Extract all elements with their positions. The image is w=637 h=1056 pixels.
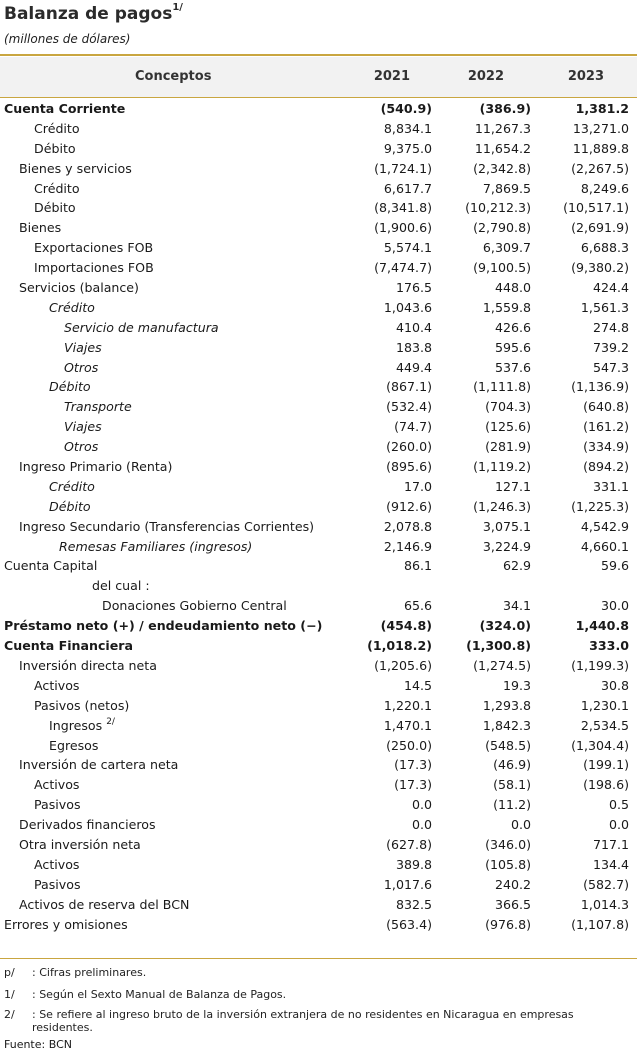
footnote-text: : Se refiere al ingreso bruto de la inversión extranjera de no residentes en Nicaragua en empresas residentes.	[32, 1008, 574, 1034]
row-label-text: Otros	[64, 439, 99, 455]
row-label	[34, 777, 79, 792]
row-label-text: Transporte	[64, 399, 132, 415]
value-cell-2022: (10,212.3)	[465, 200, 531, 216]
value-cell-2021: 0.0	[411, 817, 432, 833]
row-label	[19, 161, 132, 176]
row-label	[19, 817, 156, 832]
value-cell-2021: 14.5	[403, 677, 432, 693]
row-label-text: Ingresos	[49, 717, 103, 733]
value-cell-2023: 4,660.1	[580, 538, 629, 554]
row-label	[34, 698, 129, 713]
table-row	[0, 279, 637, 299]
value-cell-2021: (454.8)	[380, 618, 432, 634]
row-label-text: Débito	[34, 200, 76, 216]
value-cell-2022: 1,842.3	[482, 717, 531, 733]
value-cell-2023: 331.1	[592, 478, 629, 494]
row-label-text: Crédito	[34, 120, 80, 136]
value-cell-2023: (1,199.3)	[571, 657, 629, 673]
value-cell-2022: 3,224.9	[482, 538, 531, 554]
row-label	[4, 101, 125, 116]
row-label-text: Pasivos	[34, 797, 81, 813]
table-row	[0, 239, 637, 259]
row-label	[64, 439, 98, 454]
value-cell-2021: 449.4	[395, 359, 432, 375]
value-cell-2023: (161.2)	[583, 419, 629, 435]
table-row	[0, 259, 637, 279]
value-cell-2021: 1,043.6	[383, 299, 432, 315]
value-cell-2023: 739.2	[592, 339, 629, 355]
row-label	[34, 877, 81, 892]
value-cell-2023: 4,542.9	[580, 518, 629, 534]
row-label	[34, 200, 76, 215]
value-cell-2022: (105.8)	[485, 856, 531, 872]
value-cell-2023: (334.9)	[583, 439, 629, 455]
row-label	[49, 738, 98, 753]
row-label	[19, 220, 61, 235]
row-label	[4, 917, 128, 932]
value-cell-2021: 832.5	[395, 896, 432, 912]
value-cell-2023: 547.3	[592, 359, 629, 375]
row-label	[34, 857, 79, 872]
value-cell-2022: 426.6	[494, 319, 531, 335]
row-label-text: Crédito	[49, 478, 95, 494]
value-cell-2022: (976.8)	[485, 916, 531, 932]
value-cell-2023: 0.5	[608, 797, 629, 813]
row-label-text: Bienes	[19, 220, 62, 236]
value-cell-2022: 366.5	[494, 896, 531, 912]
table-row	[0, 518, 637, 538]
header-year-2022: 2022	[467, 69, 504, 84]
value-cell-2022: (346.0)	[485, 836, 531, 852]
value-cell-2021: (867.1)	[386, 379, 432, 395]
value-cell-2023: 1,561.3	[580, 299, 629, 315]
bottom-divider	[0, 958, 637, 959]
row-label	[64, 340, 102, 355]
value-cell-2022: 62.9	[502, 558, 531, 574]
table-row	[0, 657, 637, 677]
table-row	[0, 597, 637, 617]
row-label	[34, 121, 80, 136]
value-cell-2021: 8,834.1	[383, 120, 432, 136]
value-cell-2022: 1,559.8	[482, 299, 531, 315]
title-text: Balanza de pagos	[4, 4, 173, 24]
footnote	[4, 966, 624, 979]
value-cell-2021: 9,375.0	[383, 140, 432, 156]
value-cell-2021: 1,470.1	[383, 717, 432, 733]
value-cell-2023: 1,014.3	[580, 896, 629, 912]
row-label	[64, 320, 219, 335]
value-cell-2022: (1,246.3)	[473, 498, 531, 514]
footnote	[4, 1008, 624, 1034]
value-cell-2021: 0.0	[411, 797, 432, 813]
value-cell-2023: 424.4	[592, 280, 629, 296]
row-label	[49, 718, 115, 733]
table-row	[0, 120, 637, 140]
table-row	[0, 180, 637, 200]
table-row	[0, 398, 637, 418]
row-label	[19, 519, 314, 534]
table-row	[0, 339, 637, 359]
value-cell-2023: 1,440.8	[575, 618, 629, 634]
value-cell-2022: (58.1)	[493, 777, 531, 793]
row-label-text: Activos	[34, 777, 80, 793]
row-label-text: Donaciones Gobierno Central	[102, 598, 287, 614]
table-row	[0, 359, 637, 379]
table-row	[0, 140, 637, 160]
value-cell-2023: (1,304.4)	[571, 737, 629, 753]
row-label-text: Cuenta Capital	[4, 558, 98, 574]
value-cell-2022: (1,300.8)	[466, 638, 531, 654]
table-row	[0, 100, 637, 120]
table-header	[0, 57, 637, 97]
value-cell-2023: (640.8)	[583, 399, 629, 415]
footnote-key: p/	[4, 966, 15, 979]
table-row	[0, 319, 637, 339]
row-label	[34, 141, 76, 156]
row-label-text: Otra inversión neta	[19, 836, 141, 852]
row-label-text: Egresos	[49, 737, 99, 753]
row-label-text: Servicio de manufactura	[64, 319, 219, 335]
value-cell-2021: 17.0	[403, 478, 432, 494]
table-row	[0, 160, 637, 180]
value-cell-2022: (1,119.2)	[473, 459, 531, 475]
table-row	[0, 896, 637, 916]
value-cell-2023: (198.6)	[583, 777, 629, 793]
row-label-text: Crédito	[34, 180, 80, 196]
value-cell-2023: 333.0	[589, 638, 629, 654]
value-cell-2022: 448.0	[494, 280, 531, 296]
row-label-text: Exportaciones FOB	[34, 240, 154, 256]
table-row	[0, 299, 637, 319]
row-label-text: Activos	[34, 856, 80, 872]
row-label	[34, 240, 153, 255]
row-label	[34, 797, 81, 812]
value-cell-2021: 389.8	[395, 856, 432, 872]
footnote-text: : Cifras preliminares.	[32, 966, 147, 979]
value-cell-2022: 6,309.7	[482, 240, 531, 256]
row-label-text: Viajes	[64, 419, 102, 435]
value-cell-2021: 5,574.1	[383, 240, 432, 256]
value-cell-2023: 274.8	[592, 319, 629, 335]
row-label-text: Pasivos	[34, 876, 81, 892]
footnote-key: 2/	[4, 1008, 15, 1021]
value-cell-2022: 537.6	[494, 359, 531, 375]
value-cell-2022: (2,342.8)	[473, 160, 531, 176]
row-label-text: Cuenta Financiera	[4, 638, 133, 654]
table-row	[0, 498, 637, 518]
footnote-key: 1/	[4, 988, 15, 1001]
row-label	[19, 837, 141, 852]
table-row	[0, 538, 637, 558]
value-cell-2022: (1,111.8)	[473, 379, 531, 395]
page-title	[4, 4, 183, 24]
value-cell-2022: 240.2	[494, 876, 531, 892]
table-row	[0, 577, 637, 597]
row-label	[64, 419, 102, 434]
value-cell-2022: (2,790.8)	[473, 220, 531, 236]
value-cell-2022: (281.9)	[485, 439, 531, 455]
table-row	[0, 916, 637, 936]
row-label-text: Otros	[64, 359, 99, 375]
row-label-text: Importaciones FOB	[34, 260, 154, 276]
table-row	[0, 478, 637, 498]
value-cell-2023: (1,107.8)	[571, 916, 629, 932]
value-cell-2021: 2,078.8	[383, 518, 432, 534]
value-cell-2021: (1,724.1)	[374, 160, 432, 176]
table-body	[0, 100, 637, 935]
table-row	[0, 756, 637, 776]
value-cell-2023: 1,381.2	[575, 101, 629, 116]
row-label	[19, 897, 189, 912]
value-cell-2021: (540.9)	[380, 101, 432, 116]
row-label	[19, 658, 157, 673]
value-cell-2023: (10,517.1)	[563, 200, 629, 216]
row-label	[59, 539, 252, 554]
value-cell-2023: 11,889.8	[572, 140, 629, 156]
row-label-text: Cuenta Corriente	[4, 101, 126, 116]
table-row	[0, 737, 637, 757]
value-cell-2023: 1,230.1	[580, 697, 629, 713]
row-label-text: Remesas Familiares (ingresos)	[59, 538, 253, 554]
row-label-text: Activos	[34, 677, 80, 693]
value-cell-2021: (7,474.7)	[374, 260, 432, 276]
table-row	[0, 836, 637, 856]
row-label	[34, 181, 80, 196]
value-cell-2022: (11.2)	[493, 797, 531, 813]
value-cell-2023: (199.1)	[583, 757, 629, 773]
row-label-text: Ingreso Primario (Renta)	[19, 459, 173, 475]
row-label-text: Débito	[34, 140, 76, 156]
row-label-text: Préstamo neto (+) / endeudamiento neto (−)	[4, 618, 323, 634]
row-label-text: Inversión de cartera neta	[19, 757, 179, 773]
value-cell-2021: 176.5	[395, 280, 432, 296]
row-label	[34, 260, 154, 275]
value-cell-2023: 13,271.0	[572, 120, 629, 136]
value-cell-2021: (912.6)	[386, 498, 432, 514]
row-label	[49, 499, 91, 514]
table-row	[0, 438, 637, 458]
value-cell-2021: (563.4)	[386, 916, 432, 932]
value-cell-2021: (1,018.2)	[367, 638, 432, 654]
header-concepts: Conceptos	[135, 69, 212, 84]
footnote-text: : Según el Sexto Manual de Balanza de Pagos.	[32, 988, 287, 1001]
row-label	[49, 479, 95, 494]
value-cell-2023: 30.0	[600, 598, 629, 614]
value-cell-2022: 34.1	[502, 598, 531, 614]
table-row	[0, 458, 637, 478]
value-cell-2022: 3,075.1	[482, 518, 531, 534]
value-cell-2022: (46.9)	[493, 757, 531, 773]
table-row	[0, 199, 637, 219]
value-cell-2022: 595.6	[494, 339, 531, 355]
value-cell-2021: (627.8)	[386, 836, 432, 852]
table-row	[0, 418, 637, 438]
table-row	[0, 856, 637, 876]
table-row	[0, 378, 637, 398]
table-row	[0, 677, 637, 697]
value-cell-2023: (9,380.2)	[571, 260, 629, 276]
row-label	[19, 757, 178, 772]
table-row	[0, 557, 637, 577]
value-cell-2021: (17.3)	[394, 777, 432, 793]
row-label-text: Débito	[49, 379, 91, 395]
value-cell-2022: 7,869.5	[482, 180, 531, 196]
value-cell-2021: 1,017.6	[383, 876, 432, 892]
value-cell-2023: 2,534.5	[580, 717, 629, 733]
row-label	[102, 598, 287, 613]
value-cell-2023: 59.6	[600, 558, 629, 574]
table-row	[0, 796, 637, 816]
value-cell-2023: (1,225.3)	[571, 498, 629, 514]
value-cell-2022: (324.0)	[479, 618, 531, 634]
value-cell-2021: (8,341.8)	[374, 200, 432, 216]
row-label-text: Débito	[49, 498, 91, 514]
row-label	[49, 300, 95, 315]
table-row	[0, 717, 637, 737]
value-cell-2022: 0.0	[510, 817, 531, 833]
value-cell-2021: (895.6)	[386, 459, 432, 475]
footnote	[4, 988, 624, 1001]
top-divider	[0, 54, 637, 56]
value-cell-2023: 6,688.3	[580, 240, 629, 256]
value-cell-2021: 86.1	[403, 558, 432, 574]
row-label	[4, 618, 322, 633]
value-cell-2021: (74.7)	[394, 419, 432, 435]
value-cell-2022: 11,267.3	[474, 120, 531, 136]
value-cell-2021: (1,205.6)	[374, 657, 432, 673]
row-label-text: Pasivos (netos)	[34, 697, 130, 713]
value-cell-2022: (704.3)	[485, 399, 531, 415]
value-cell-2021: 410.4	[395, 319, 432, 335]
value-cell-2023: 8,249.6	[580, 180, 629, 196]
title-footnote-marker: 1/	[172, 2, 183, 13]
row-label	[4, 638, 133, 653]
value-cell-2023: (2,267.5)	[571, 160, 629, 176]
value-cell-2022: 19.3	[502, 677, 531, 693]
row-label-text: Viajes	[64, 339, 102, 355]
page-subtitle: (millones de dólares)	[4, 32, 131, 46]
value-cell-2021: 65.6	[403, 598, 432, 614]
value-cell-2021: (532.4)	[386, 399, 432, 415]
value-cell-2021: 1,220.1	[383, 697, 432, 713]
value-cell-2021: 183.8	[395, 339, 432, 355]
table-row	[0, 816, 637, 836]
row-label	[19, 459, 172, 474]
value-cell-2021: 6,617.7	[383, 180, 432, 196]
header-year-2023: 2023	[567, 69, 604, 84]
row-label	[64, 399, 132, 414]
table-row	[0, 697, 637, 717]
value-cell-2022: (1,274.5)	[473, 657, 531, 673]
value-cell-2021: (17.3)	[394, 757, 432, 773]
row-label-text: Activos de reserva del BCN	[19, 896, 190, 912]
table-row	[0, 637, 637, 657]
row-label-text: Inversión directa neta	[19, 657, 157, 673]
row-label	[64, 360, 98, 375]
value-cell-2023: (894.2)	[583, 459, 629, 475]
value-cell-2023: 30.8	[600, 677, 629, 693]
row-label	[49, 379, 91, 394]
value-cell-2023: 0.0	[608, 817, 629, 833]
table-row	[0, 876, 637, 896]
row-label-text: Servicios (balance)	[19, 280, 139, 296]
source-note: Fuente: BCN	[4, 1038, 72, 1051]
row-label	[92, 578, 150, 593]
value-cell-2023: (1,136.9)	[571, 379, 629, 395]
header-year-2021: 2021	[373, 69, 410, 84]
value-cell-2023: 134.4	[592, 856, 629, 872]
footnote-marker: 2/	[106, 716, 115, 727]
value-cell-2023: (2,691.9)	[571, 220, 629, 236]
row-label	[19, 280, 139, 295]
value-cell-2022: (125.6)	[485, 419, 531, 435]
row-label	[34, 678, 79, 693]
table-row	[0, 776, 637, 796]
value-cell-2021: (260.0)	[386, 439, 432, 455]
row-label-text: Errores y omisiones	[4, 916, 128, 932]
value-cell-2022: (548.5)	[485, 737, 531, 753]
row-label-text: Ingreso Secundario (Transferencias Corrientes)	[19, 518, 315, 534]
value-cell-2022: 127.1	[494, 478, 531, 494]
row-label-text: Bienes y servicios	[19, 160, 132, 176]
header-divider	[0, 97, 637, 98]
table-row	[0, 219, 637, 239]
row-label-text: Crédito	[49, 299, 95, 315]
value-cell-2022: 11,654.2	[474, 140, 531, 156]
value-cell-2021: (1,900.6)	[374, 220, 432, 236]
value-cell-2022: (9,100.5)	[473, 260, 531, 276]
row-label	[4, 558, 97, 573]
value-cell-2023: 717.1	[592, 836, 629, 852]
value-cell-2022: 1,293.8	[482, 697, 531, 713]
value-cell-2022: (386.9)	[479, 101, 531, 116]
table-row	[0, 617, 637, 637]
value-cell-2021: 2,146.9	[383, 538, 432, 554]
value-cell-2021: (250.0)	[386, 737, 432, 753]
value-cell-2023: (582.7)	[583, 876, 629, 892]
row-label-text: Derivados financieros	[19, 817, 156, 833]
row-label-text: del cual :	[92, 578, 150, 594]
